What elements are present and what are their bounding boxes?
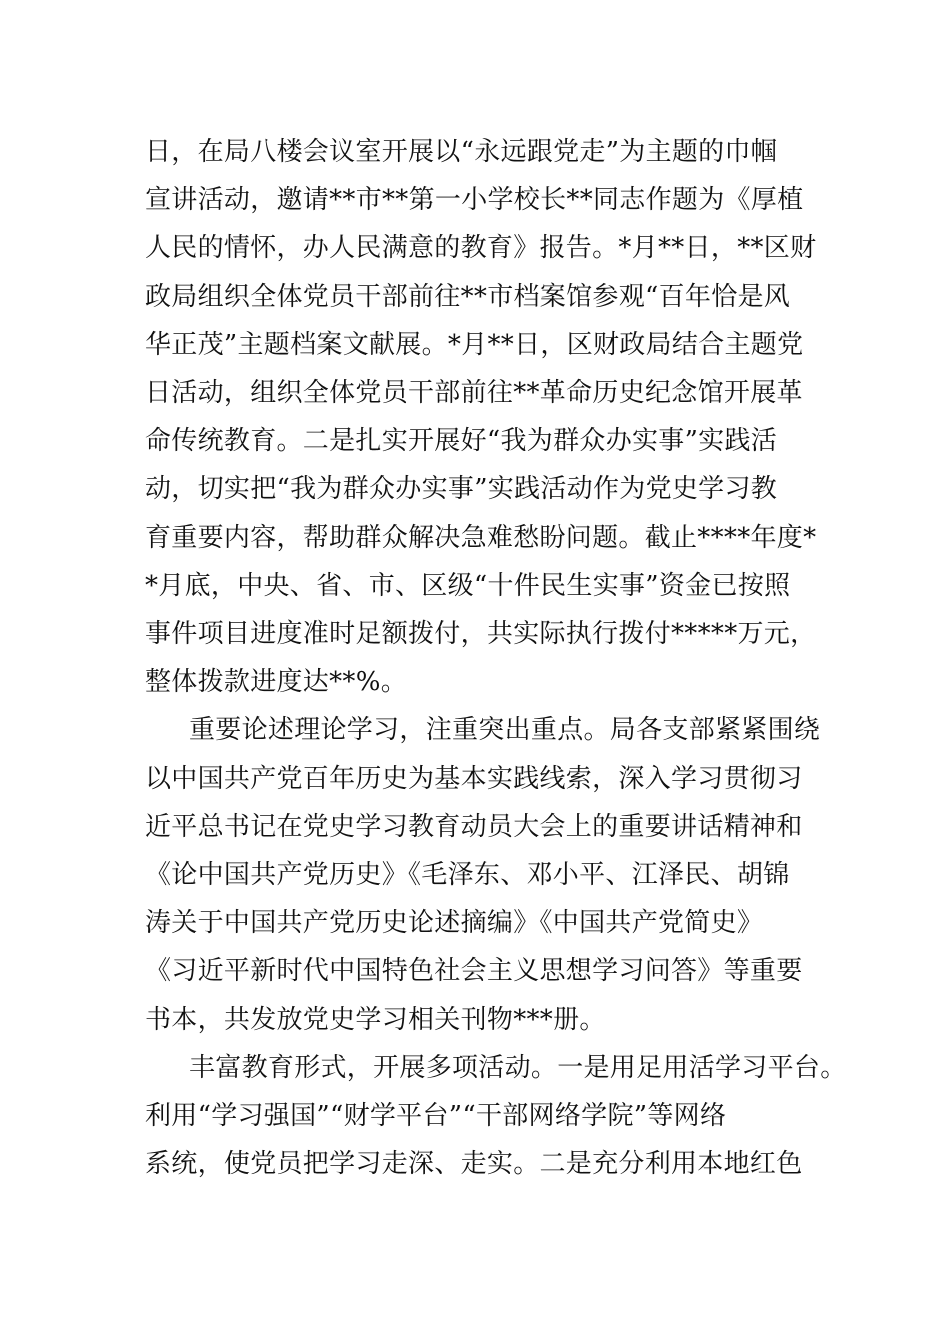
- paragraph-activities: [145, 128, 825, 706]
- text-line: 华正茂”主题档案文献展。*月**日，区财政局结合主题党: [145, 329, 804, 360]
- text-line: 宣讲活动，邀请**市**第一小学校长**同志作题为《厚植: [145, 185, 804, 216]
- text-line: 重要论述理论学习，注重突出重点。局各支部紧紧围绕: [189, 715, 821, 746]
- text-line: 涛关于中国共产党历史论述摘编》《中国共产党简史》: [145, 908, 764, 939]
- text-line: 《习近平新时代中国特色社会主义思想学习问答》等重要: [145, 956, 803, 987]
- text-line: 动，切实把“我为群众办实事”实践活动作为党史学习教: [145, 474, 778, 505]
- text-line: 以中国共产党百年历史为基本实践线索，深入学习贯彻习: [145, 763, 803, 794]
- text-line: 利用“学习强国”“财学平台”“干部网络学院”等网络: [145, 1101, 727, 1132]
- text-line: 人民的情怀，办人民满意的教育》报告。*月**日，**区财: [145, 233, 817, 264]
- paragraph-education-forms: [145, 1044, 847, 1189]
- text-line: 丰富教育形式，开展多项活动。一是用足用活学习平台。: [189, 1052, 847, 1083]
- document-body: [145, 128, 847, 1188]
- text-line: 事件项目进度准时足额拨付，共实际执行拨付*****万元，: [145, 619, 817, 650]
- text-line: 近平总书记在党史学习教育动员大会上的重要讲话精神和: [145, 811, 803, 842]
- text-line: 政局组织全体党员干部前往**市档案馆参观“百年恰是风: [145, 281, 791, 312]
- text-line: 系统，使党员把学习走深、走实。二是充分利用本地红色: [145, 1149, 803, 1180]
- text-line: 书本，共发放党史学习相关刊物***册。: [145, 1004, 606, 1035]
- text-line: 《论中国共产党历史》《毛泽东、邓小平、江泽民、胡锦: [145, 860, 790, 891]
- text-line: 日活动，组织全体党员干部前往**革命历史纪念馆开展革: [145, 378, 803, 409]
- text-line: *月底，中央、省、市、区级“十件民生实事”资金已按照: [145, 570, 791, 601]
- text-line: 日，在局八楼会议室开展以“永远跟党走”为主题的巾帼: [145, 137, 778, 167]
- text-line: 育重要内容，帮助群众解决急难愁盼问题。截止****年度*: [145, 522, 817, 553]
- paragraph-theory-study: [145, 706, 825, 1043]
- text-line: 命传统教育。二是扎实开展好“我为群众办实事”实践活: [145, 426, 778, 457]
- text-line: 整体拨款进度达**%。: [145, 667, 408, 698]
